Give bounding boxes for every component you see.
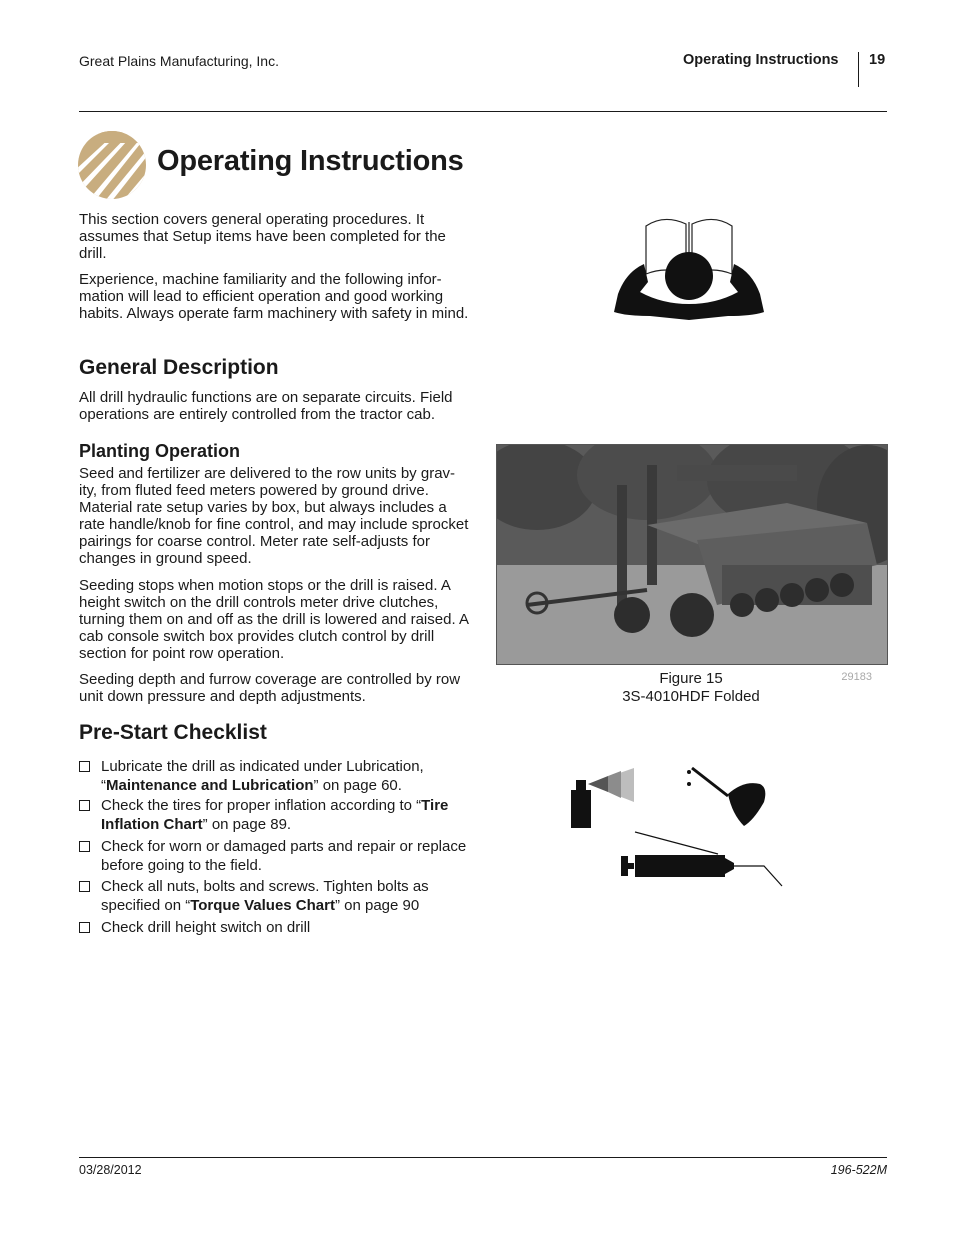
header-section-title: Operating Instructions — [683, 52, 839, 68]
checklist-text: ” on page 90 — [334, 897, 420, 914]
planting-paragraph-3: Seeding depth and furrow coverage are controlled by row unit down pressure and depth adjustments. — [79, 671, 461, 705]
checklist-text: ” on page 89. — [202, 816, 292, 833]
drill-photo — [496, 444, 888, 665]
intro-paragraph-1: This section covers general operating procedures. It assumes that Setup items have been completed for the drill. — [79, 211, 446, 262]
general-description-text: All drill hydraulic functions are on separate circuits. Field operations are entirely controlled from the tractor cab. — [79, 389, 453, 423]
page-number: 19 — [869, 52, 886, 68]
planting-operation-heading: Planting Operation — [79, 441, 241, 461]
checklist-link-text: Tire Inflation Chart — [101, 797, 449, 833]
checkbox-icon — [79, 761, 90, 772]
figure-number: 29183 — [841, 671, 872, 683]
page-title: Operating Instructions — [157, 145, 464, 177]
lubrication-icon — [568, 762, 788, 892]
header-divider — [858, 52, 859, 87]
checklist-link-text: Maintenance and Lubrication — [106, 777, 314, 794]
footer-doc-number: 196-522M — [830, 1163, 887, 1177]
checklist-text: Lubricate the drill as indicated under Lubrication, “ — [101, 758, 424, 794]
planting-paragraph-1: Seed and fertilizer are delivered to the row units by grav-ity, from fluted feed meters powered by ground drive. Material rate setup varies by box, but always includes a rate handle/knob for fine control, and may include sprocket pairings for coarse control. Meter rate self-adjusts for changes in ground speed. — [79, 465, 469, 567]
checklist-text: Check the tires for proper inflation according to “ — [101, 797, 422, 814]
checkbox-icon — [79, 922, 90, 933]
figure-caption — [600, 670, 782, 706]
checklist-item — [79, 796, 479, 834]
checklist-text: Check all nuts, bolts and screws. Tighten bolts as specified on “ — [101, 878, 429, 914]
intro-paragraph-2: Experience, machine familiarity and the following infor-mation will lead to efficient operation and good working habits. Always operate farm machinery with safety in mind. — [79, 271, 469, 322]
checkbox-icon — [79, 800, 90, 811]
oil-can-icon — [687, 768, 765, 826]
figure-label: Figure 15 — [659, 670, 723, 687]
checklist-item — [79, 877, 479, 915]
checklist-text: ” on page 60. — [313, 777, 402, 794]
header-company: Great Plains Manufacturing, Inc. — [79, 53, 279, 69]
planting-paragraph-2: Seeding stops when motion stops or the drill is raised. A height switch on the drill controls meter drive clutches, turning them on and off as the drill is lowered and raised. A cab console switch box provides clutch control by drill section for point row operation. — [79, 577, 469, 662]
checkbox-icon — [79, 881, 90, 892]
header-rule — [79, 111, 887, 112]
footer-date: 03/28/2012 — [79, 1163, 142, 1177]
checklist-item — [79, 918, 479, 937]
checklist-link-text: Torque Values Chart — [190, 897, 335, 914]
great-plains-logo-icon — [78, 131, 146, 204]
figure-title: 3S-4010HDF Folded — [622, 688, 760, 705]
read-manual-icon — [612, 212, 767, 329]
checkbox-icon — [79, 841, 90, 852]
grease-gun-icon — [621, 832, 782, 886]
general-description-heading: General Description — [79, 356, 279, 379]
checklist-text: Check drill height switch on drill — [101, 919, 311, 936]
spray-can-icon — [571, 768, 634, 828]
checklist-text: Check for worn or damaged parts and repair or replace before going to the field. — [101, 838, 467, 874]
checklist-item — [79, 837, 479, 875]
footer-rule — [79, 1157, 887, 1158]
pre-start-checklist-heading: Pre-Start Checklist — [79, 721, 267, 744]
checklist-item — [79, 757, 479, 795]
